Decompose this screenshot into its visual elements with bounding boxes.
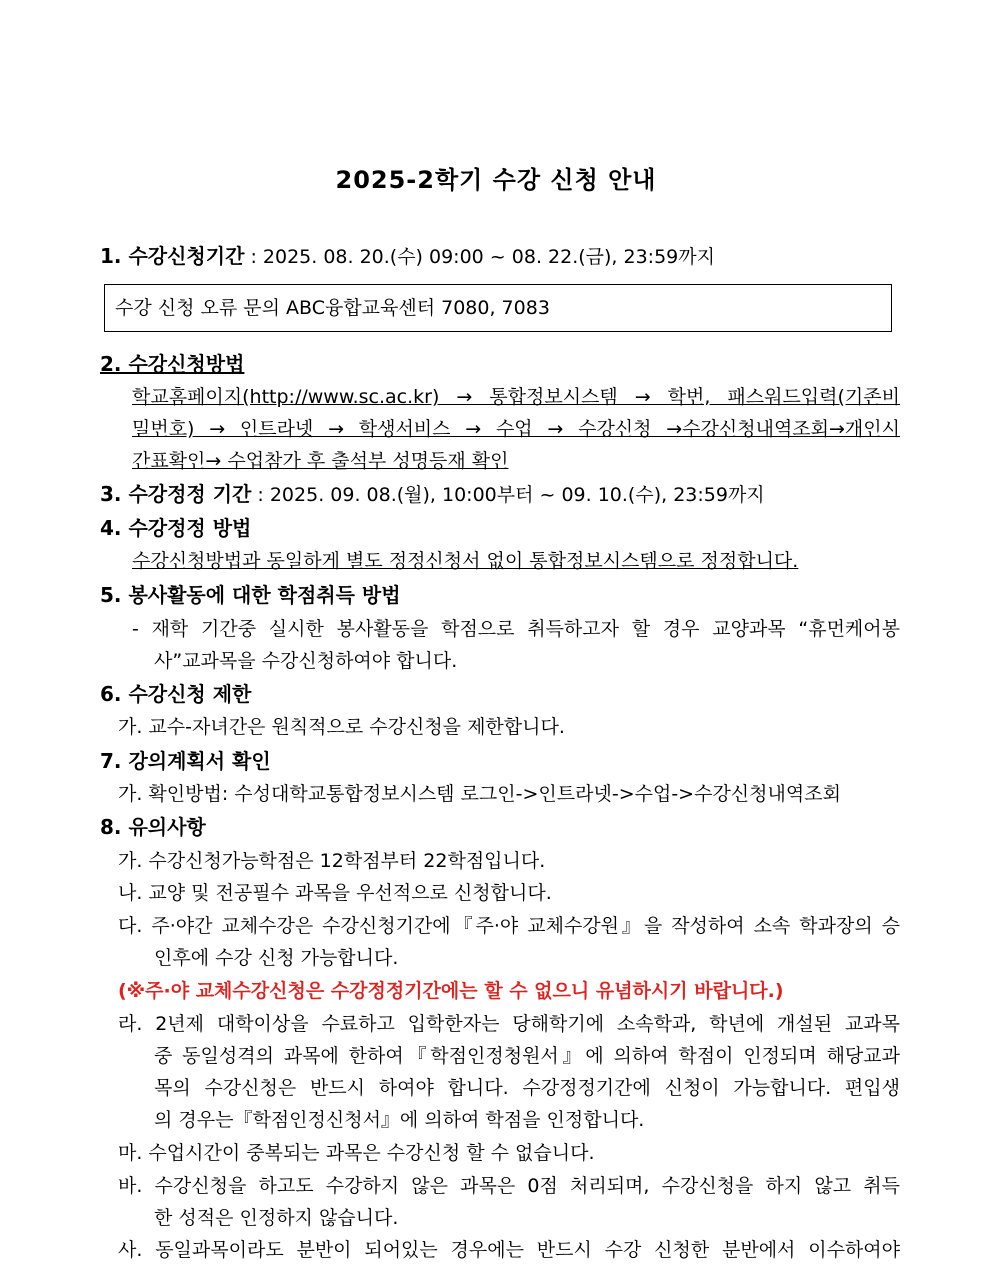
notice-na: 나. 교양 및 전공필수 과목을 우선적으로 신청합니다.	[118, 882, 552, 904]
section-2-line-3: 간표확인→ 수업참가 후 출석부 성명등재 확인	[132, 450, 509, 472]
notice-red-warning: (※주·야 교체수강신청은 수강정정기간에는 할 수 없으니 유념하시기 바랍니다.)	[118, 980, 784, 1002]
inquiry-box: 수강 신청 오류 문의 ABC융합교육센터 7080, 7083	[104, 284, 892, 332]
section-2-line-2: 밀번호) → 인트라넷 → 학생서비스 → 수업 → 수강신청 →수강신청내역조회→개인시	[132, 418, 900, 440]
section-1-heading: 1. 수강신청기간	[100, 244, 245, 268]
section-2-heading: 2. 수강신청방법	[100, 352, 245, 376]
notice-ra-line-1: 라. 2년제 대학이상을 수료하고 입학한자는 당해학기에 소속학과, 학년에 개설된 교과목	[118, 1013, 900, 1035]
notice-ma: 마. 수업시간이 중복되는 과목은 수강신청 할 수 없습니다.	[118, 1142, 595, 1164]
section-5-heading: 5. 봉사활동에 대한 학점취득 방법	[100, 583, 401, 607]
notice-ra-line-2: 중 동일성격의 과목에 한하여『학점인정청원서』에 의하여 학점이 인정되며 해당교과	[154, 1045, 900, 1067]
section-6-heading: 6. 수강신청 제한	[100, 682, 252, 706]
page-title: 2025-2학기 수강 신청 안내	[335, 166, 657, 194]
notice-ba-line-2: 한 성적은 인정하지 않습니다.	[154, 1207, 399, 1229]
notice-da-line-1: 다. 주·야간 교체수강은 수강신청기간에『주·야 교체수강원』을 작성하여 소속 학과장의 승	[118, 915, 900, 937]
section-7-heading: 7. 강의계획서 확인	[100, 749, 271, 773]
section-5-line-1: - 재학 기간중 실시한 봉사활동을 학점으로 취득하고자 할 경우 교양과목 “휴먼케어봉	[132, 618, 900, 640]
notice-da-line-2: 인후에 수강 신청 가능합니다.	[154, 947, 399, 969]
section-6-line: 가. 교수-자녀간은 원칙적으로 수강신청을 제한합니다.	[118, 716, 565, 738]
section-4-heading: 4. 수강정정 방법	[100, 516, 252, 540]
notice-ga: 가. 수강신청가능학점은 12학점부터 22학점입니다.	[118, 850, 546, 872]
section-1-line	[100, 240, 900, 273]
section-4-line: 수강신청방법과 동일하게 별도 정정신청서 없이 통합정보시스템으로 정정합니다.	[132, 550, 799, 572]
notice-ra-line-3: 목의 수강신청은 반드시 하여야 합니다. 수강정정기간에 신청이 가능합니다. 편입생	[154, 1077, 900, 1099]
notice-ba-line-1: 바. 수강신청을 하고도 수강하지 않은 과목은 0점 처리되며, 수강신청을 하지 않고 취득	[118, 1175, 900, 1197]
section-7-line: 가. 확인방법: 수성대학교통합정보시스템 로그인->인트라넷->수업->수강신청내역조회	[118, 783, 841, 805]
section-5-line-2: 사”교과목을 수강신청하여야 합니다.	[154, 650, 458, 672]
section-3-value: : 2025. 09. 08.(월), 10:00부터 ~ 09. 10.(수), 23:59까지	[251, 484, 765, 506]
notice-sa: 사. 동일과목이라도 분반이 되어있는 경우에는 반드시 수강 신청한 분반에서 이수하여야	[118, 1239, 900, 1261]
section-3-line	[100, 478, 900, 511]
section-2-line-1: 학교홈페이지(http://www.sc.ac.kr) → 통합정보시스템 → 학번, 패스워드입력(기존비	[132, 386, 900, 408]
section-8-heading: 8. 유의사항	[100, 815, 206, 839]
section-3-heading: 3. 수강정정 기간	[100, 482, 252, 506]
section-1-value: : 2025. 08. 20.(수) 09:00 ~ 08. 22.(금), 23:59까지	[244, 246, 715, 268]
notice-ra-line-4: 의 경우는『학점인정신청서』에 의하여 학점을 인정합니다.	[154, 1109, 645, 1131]
